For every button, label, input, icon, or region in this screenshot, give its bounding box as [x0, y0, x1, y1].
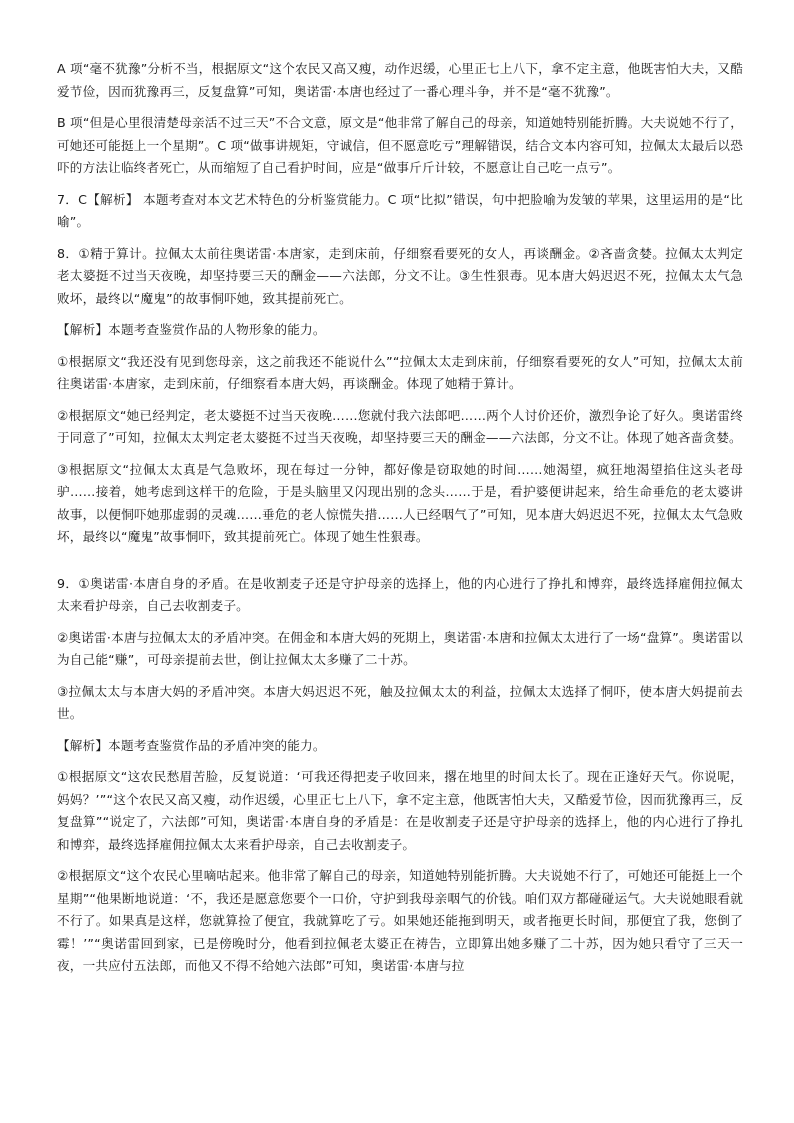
paragraph-analysis-8-point-2: ②根据原文“她已经判定，老太婆挺不过当天夜晚……您就付我六法郎吧……两个人讨价还价，激烈争论了好久。奥诺雷终于同意了”可知，拉佩太太判定老太婆挺不过当天夜晚，却坚持要三天的酬金——六法郎，分文不让。体现了她吝啬贪婪。	[57, 407, 743, 445]
paragraph-option-bc-analysis: B 项“但是心里很清楚母亲活不过三天”不合文意，原文是“他非常了解自己的母亲，知道她特别能折腾。大夫说她不行了，可她还可能挺上一个星期”。C 项“做事讲规矩，守诚信，但不愿意吃亏”理解错误，结合文本内容可知，拉佩太太最后以恐吓的方法让临终者死亡，从而缩短了自己看护时间，应是“做事斤斤计较，不愿意让自己吃一点亏”。	[57, 115, 743, 175]
paragraph-analysis-8-heading: 【解析】本题考查鉴赏作品的人物形象的能力。	[57, 322, 326, 337]
paragraph-answer-9: 9．①奥诺雷·本唐自身的矛盾。在是收割麦子还是守护母亲的选择上，他的内心进行了挣扎和博弈，最终选择雇佣拉佩太太来看护母亲，自己去收割麦子。	[57, 575, 743, 613]
paragraph-option-a-analysis: A 项“毫不犹豫”分析不当，根据原文“这个农民又高又瘦，动作迟缓，心里正七上八下，拿不定主意，他既害怕大夫，又酷爱节俭，因而犹豫再三，反复盘算”可知，奥诺雷·本唐也经过了一番心理斗争，并不是“毫不犹豫”。	[57, 61, 743, 99]
paragraph-analysis-8-point-3: ③根据原文“拉佩太太真是气急败坏，现在每过一分钟，都好像是窃取她的时间……她渴望，疯狂地渴望掐住这头老母驴……接着，她考虑到这样干的危险，于是头脑里又闪现出别的念头……于是，看护婆便讲起来，给生命垂危的老太婆讲故事，以便恫吓她那虚弱的灵魂……垂危的老人惊慌失措……人已经咽气了”可知，见本唐大妈迟迟不死，拉佩太太气急败坏，最终以“魔鬼”故事恫吓，致其提前死亡。体现了她生性狠毒。	[57, 461, 743, 544]
document-page	[57, 58, 743, 987]
paragraph-analysis-9-point-1: ①根据原文“这农民愁眉苦脸，反复说道：‘可我还得把麦子收回来，撂在地里的时间太长了。现在正逢好天气。你说呢，妈妈？’”“这个农民又高又瘦，动作迟缓，心里正七上八下，拿不定主意，他既害怕大夫，又酷爱节俭，因而犹豫再三，反复盘算”“说定了，六法郎”可知，奥诺雷·本唐自身的矛盾是：在是收割麦子还是守护母亲的选择上，他的内心进行了挣扎和博弈，最终选择雇佣拉佩太太来看护母亲，自己去收割麦子。	[57, 769, 743, 852]
paragraph-answer-9-point-2: ②奥诺雷·本唐与拉佩太太的矛盾冲突。在佣金和本唐大妈的死期上，奥诺雷·本唐和拉佩太太进行了一场“盘算”。奥诺雷以为自己能“赚”，可母亲提前去世，倒让拉佩太太多赚了二十苏。	[57, 629, 743, 667]
paragraph-answer-9-point-3: ③拉佩太太与本唐大妈的矛盾冲突。本唐大妈迟迟不死，触及拉佩太太的利益，拉佩太太选择了恫吓，使本唐大妈提前去世。	[57, 683, 743, 721]
paragraph-analysis-9-point-2: ②根据原文“这个农民心里嘀咕起来。他非常了解自己的母亲，知道她特别能折腾。大夫说她不行了，可她还可能挺上一个星期”“他果断地说道：‘不，我还是愿意您要个一口价，守护到我母亲咽气的价钱。咱们双方都碰碰运气。大夫说她眼看就不行了。如果真是这样，您就算捡了便宜，我就算吃了亏。如果她还能拖到明天，或者拖更长时间，那便宜了我，您倒了霉！’”“奥诺雷回到家，已是傍晚时分，他看到拉佩老太婆正在祷告，立即算出她多赚了二十苏，因为她只看守了三天一夜，一共应付五法郎，而他又不得不给她六法郎”可知，奥诺雷·本唐与拉	[57, 868, 743, 973]
paragraph-analysis-8-point-1: ①根据原文“我还没有见到您母亲，这之前我还不能说什么”“拉佩太太走到床前，仔细察看要死的女人”可知，拉佩太太前往奥诺雷·本唐家，走到床前，仔细察看本唐大妈，再谈酬金。体现了她精于算计。	[57, 353, 743, 391]
paragraph-answer-7: 7．C【解析】 本题考查对本文艺术特色的分析鉴赏能力。C 项“比拟”错误，句中把脸喻为发皱的苹果，这里运用的是“比喻”。	[57, 191, 743, 229]
paragraph-answer-8: 8．①精于算计。拉佩太太前往奥诺雷·本唐家，走到床前，仔细察看要死的女人，再谈酬金。②吝啬贪婪。拉佩太太判定老太婆挺不过当天夜晚，却坚持要三天的酬金——六法郎，分文不让。③生性狠毒。见本唐大妈迟迟不死，拉佩太太气急败坏，最终以“魔鬼”的故事恫吓她，致其提前死亡。	[57, 245, 743, 306]
paragraph-analysis-9-heading: 【解析】本题考查鉴赏作品的矛盾冲突的能力。	[57, 737, 326, 753]
